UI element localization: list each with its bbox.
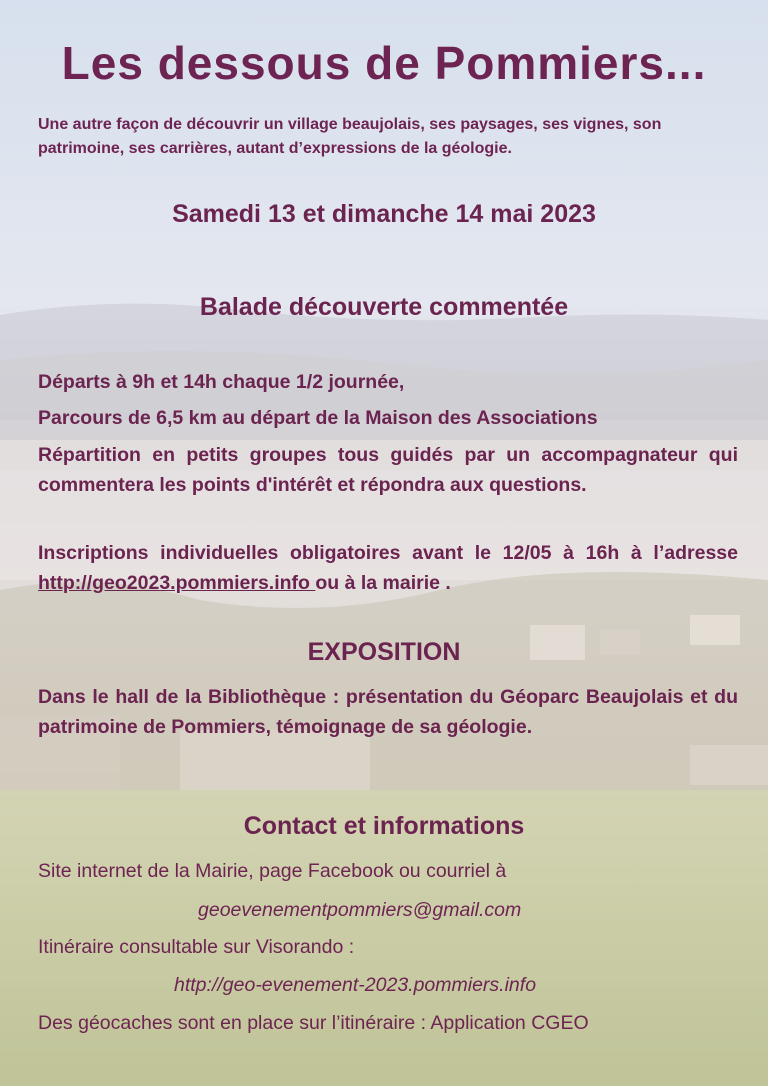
contact-url[interactable]: http://geo-evenement-2023.pommiers.info [174,974,537,996]
poster-subtitle: Une autre façon de découvrir un village beaujolais, ses paysages, ses vignes, son patrimoine, ses carrières, autant d’expressions de la géologie. [38,116,662,157]
inscription-link[interactable]: http://geo2023.pommiers.info [38,572,316,594]
balade-repartition: Répartition en petits groupes tous guidés par un accompagnateur qui commentera les points d'intérêt et répondra aux questions. [38,444,738,496]
contact-line-site: Site internet de la Mairie, page Facebook ou courriel à [38,860,507,882]
balade-inscriptions [38,538,738,598]
event-date: Samedi 13 et dimanche 14 mai 2023 [172,200,596,228]
balade-heading: Balade découverte commentée [199,293,569,321]
balade-departs: Départs à 9h et 14h chaque 1/2 journée, [38,371,405,393]
balade-parcours: Parcours de 6,5 km au départ de la Maison des Associations [38,407,598,429]
contact-line-geocaches: Des géocaches sont en place sur l’itinéraire : Application CGEO [38,1012,589,1034]
exposition-heading: EXPOSITION [307,638,461,666]
exposition-text: Dans le hall de la Bibliothèque : présentation du Géoparc Beaujolais et du patrimoine de Pommiers, témoignage de sa géologie. [38,686,738,738]
inscriptions-suffix: ou à la mairie . [315,572,451,594]
inscriptions-text: Inscriptions individuelles obligatoires avant le 12/05 à 16h à l’adresse [38,542,738,564]
poster-title: Les dessous de Pommiers... [61,37,707,89]
contact-heading: Contact et informations [243,812,525,840]
contact-email[interactable]: geoevenementpommiers@gmail.com [198,899,522,921]
contact-line-itineraire: Itinéraire consultable sur Visorando : [38,936,355,958]
